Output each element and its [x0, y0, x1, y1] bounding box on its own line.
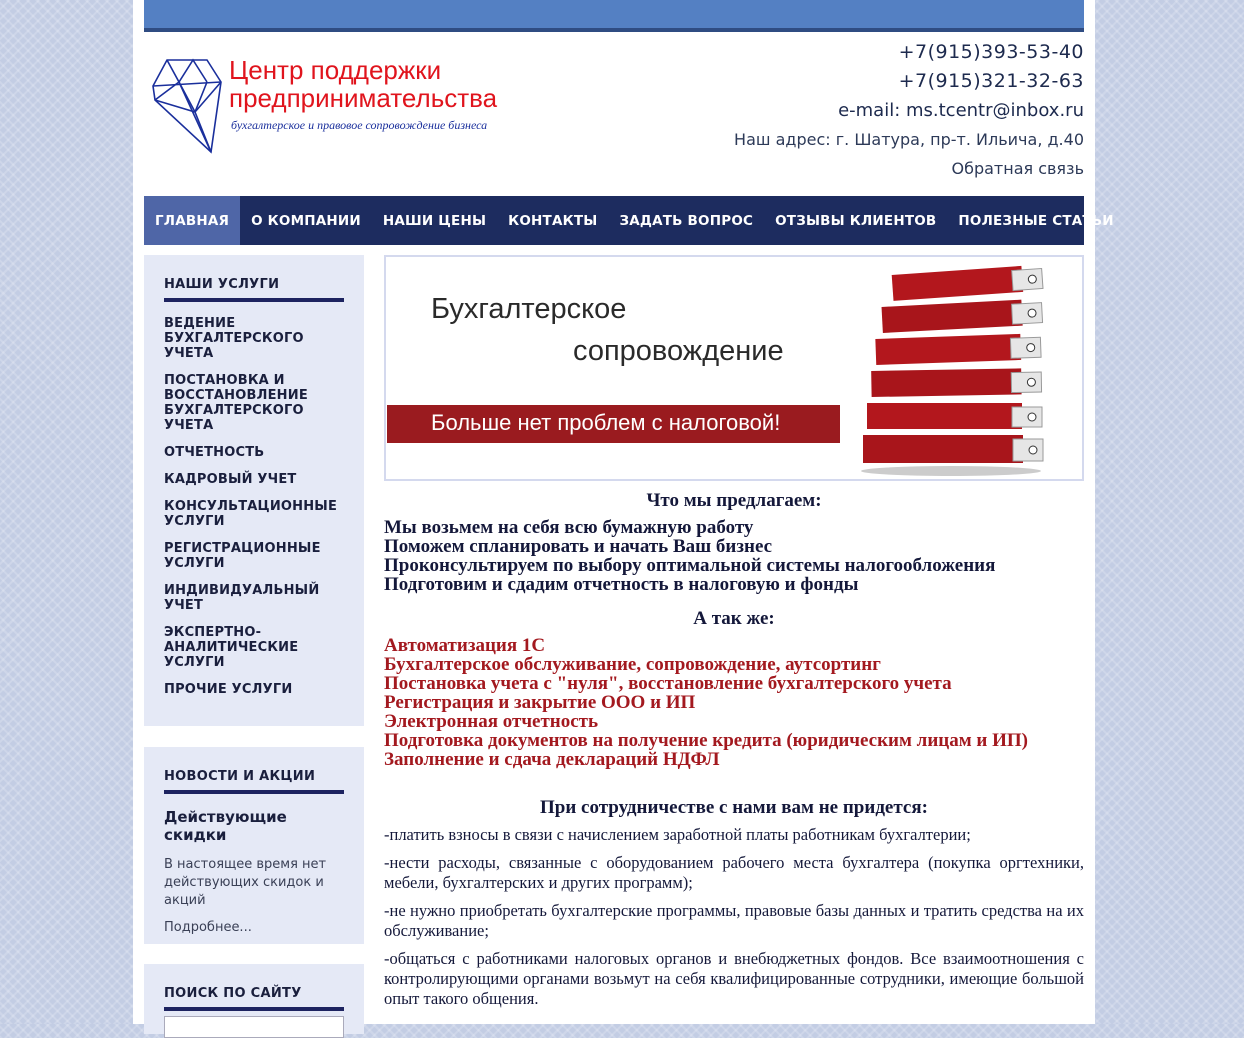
phone-1[interactable]: +7(915)393-53-40	[898, 41, 1084, 63]
offer-item: Поможем спланировать и начать Ваш бизнес	[384, 536, 773, 557]
also-item[interactable]: Электронная отчетность	[384, 711, 599, 732]
coop-item: -платить взносы в связи с начислением заработной платы работникам бухгалтерии;	[384, 825, 971, 844]
offer-title: Что мы предлагаем:	[646, 490, 822, 511]
main-nav	[144, 196, 1114, 245]
nav-about[interactable]: О КОМПАНИИ	[251, 212, 361, 229]
search-input[interactable]	[164, 1016, 344, 1038]
also-item[interactable]: Постановка учета с "нуля", восстановление бухгалтерского учета	[384, 673, 952, 694]
top-bar	[144, 0, 1084, 32]
service-item[interactable]: ОТЧЕТНОСТЬ	[164, 445, 265, 460]
logo-title: Центр поддержки предпринимательства	[229, 55, 498, 113]
nav-articles[interactable]: ПОЛЕЗНЫЕ СТАТЬИ	[958, 212, 1114, 229]
nav-prices[interactable]: НАШИ ЦЕНЫ	[382, 212, 487, 229]
coop-item: -общаться с работниками налоговых органов и внебюджетных фондов. Все взаимоотношения с контролирующими органами возьмут на себя квалифицированные сотрудники, имеющие большой опыт такого общения.	[384, 949, 1084, 1008]
offer-item: Проконсультируем по выбору оптимальной системы налогообложения	[384, 555, 996, 576]
service-item[interactable]: ВЕДЕНИЕ БУХГАЛТЕРСКОГО УЧЕТА	[164, 316, 304, 361]
banner-line1: Бухгалтерское	[431, 293, 627, 325]
site-logo[interactable]	[151, 52, 501, 160]
also-item[interactable]: Автоматизация 1С	[384, 635, 546, 656]
offer-item: Подготовим и сдадим отчетность в налоговую и фонды	[384, 574, 859, 595]
service-item[interactable]: ПОСТАНОВКА И ВОССТАНОВЛЕНИЕ БУХГАЛТЕРСКОГО УЧЕТА	[164, 373, 308, 433]
also-item[interactable]: Заполнение и сдача деклараций НДФЛ	[384, 749, 720, 770]
service-item[interactable]: КОНСУЛЬТАЦИОННЫЕ УСЛУГИ	[164, 499, 338, 529]
banner-slogan: Больше нет проблем с налоговой!	[431, 410, 781, 435]
service-item[interactable]: ЭКСПЕРТНО-АНАЛИТИЧЕСКИЕ УСЛУГИ	[164, 625, 299, 670]
services-box	[144, 255, 364, 726]
services-list	[164, 316, 344, 697]
offer-item: Мы возьмем на себя всю бумажную работу	[384, 517, 754, 538]
header-contacts	[734, 38, 1084, 183]
nav-ask-question[interactable]: ЗАДАТЬ ВОПРОС	[619, 212, 754, 229]
address: Наш адрес: г. Шатура, пр-т. Ильича, д.40	[734, 130, 1084, 149]
service-item[interactable]: РЕГИСТРАЦИОННЫЕ УСЛУГИ	[164, 541, 321, 571]
service-item[interactable]: КАДРОВЫЙ УЧЕТ	[164, 472, 297, 487]
coop-list	[384, 825, 1084, 1009]
binders-stack-icon	[861, 263, 1061, 477]
also-item[interactable]: Бухгалтерское обслуживание, сопровождение, аутсортинг	[384, 654, 881, 675]
services-title: НАШИ УСЛУГИ	[164, 277, 344, 302]
nav-home[interactable]: ГЛАВНАЯ	[144, 196, 240, 245]
news-text: В настоящее время нет действующих скидок и акций	[164, 857, 327, 908]
also-title: А так же:	[693, 608, 775, 629]
news-box	[144, 747, 364, 944]
logo-subtitle: бухгалтерское и правовое сопровождение бизнеса	[231, 118, 488, 132]
also-item[interactable]: Регистрация и закрытие ООО и ИП	[384, 692, 696, 713]
also-list	[384, 636, 1084, 769]
page	[133, 0, 1114, 1024]
search-title: ПОИСК ПО САЙТУ	[164, 986, 344, 1011]
phone-2[interactable]: +7(915)321-32-63	[898, 70, 1084, 92]
coop-title: При сотрудничестве с нами вам не придется:	[540, 797, 928, 818]
nav-reviews[interactable]: ОТЗЫВЫ КЛИЕНТОВ	[775, 212, 937, 229]
offer-list	[384, 518, 1084, 594]
news-title: НОВОСТИ И АКЦИИ	[164, 769, 344, 794]
email-link[interactable]: e-mail: ms.tcentr@inbox.ru	[838, 100, 1084, 121]
coop-item: -нести расходы, связанные с оборудованием рабочего места бухгалтера (покупка оргтехники, мебели, бухгалтерских и других программ);	[384, 853, 1084, 892]
diamond-logo-icon	[151, 52, 231, 160]
nav-contacts[interactable]: КОНТАКТЫ	[508, 212, 598, 229]
service-item[interactable]: ПРОЧИЕ УСЛУГИ	[164, 682, 293, 697]
also-item[interactable]: Подготовка документов на получение кредита (юридическим лицам и ИП)	[384, 730, 1029, 751]
feedback-link[interactable]: Обратная связь	[951, 159, 1084, 178]
news-heading[interactable]: Действующие скидки	[164, 808, 287, 844]
hero-banner	[384, 255, 1084, 481]
search-box	[144, 964, 364, 1034]
service-item[interactable]: ИНДИВИДУАЛЬНЫЙ УЧЕТ	[164, 583, 320, 613]
news-more-link[interactable]: Подробнее...	[164, 920, 252, 935]
coop-item: -не нужно приобретать бухгалтерские программы, правовые базы данных и тратить средства на их обслуживание;	[384, 901, 1084, 940]
banner-slogan-strip	[387, 405, 840, 443]
banner-line2: сопровождение	[573, 335, 784, 367]
main-content	[384, 488, 1084, 1009]
